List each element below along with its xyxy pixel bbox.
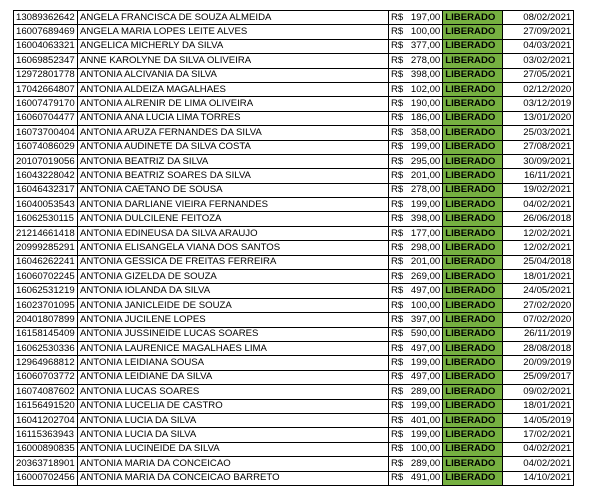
currency-cell: R$ [389, 298, 406, 312]
date-cell: 27/08/2021 [503, 140, 574, 154]
currency-cell: R$ [389, 313, 406, 327]
table-row [14, 442, 574, 456]
date-cell: 18/01/2021 [503, 270, 574, 284]
nis-cell: 16158145409 [14, 327, 78, 341]
status-cell: LIBERADO [443, 313, 503, 327]
status-cell: LIBERADO [443, 255, 503, 269]
status-cell: LIBERADO [443, 198, 503, 212]
table-row [14, 385, 574, 399]
status-cell: LIBERADO [443, 111, 503, 125]
date-cell: 25/09/2017 [503, 370, 574, 384]
currency-cell: R$ [389, 399, 406, 413]
status-cell: LIBERADO [443, 169, 503, 183]
date-cell: 27/02/2020 [503, 298, 574, 312]
name-cell: ANTONIA BEATRIZ DA SILVA [78, 154, 389, 168]
name-cell: ANGELA FRANCISCA DE SOUZA ALMEIDA [78, 11, 389, 25]
value-cell: 497,00 [405, 284, 443, 298]
nis-cell: 21214661418 [14, 226, 78, 240]
name-cell: ANGELICA MICHERLY DA SILVA [78, 39, 389, 53]
nis-cell: 16007689469 [14, 25, 78, 39]
status-cell: LIBERADO [443, 399, 503, 413]
table-row [14, 39, 574, 53]
value-cell: 201,00 [405, 169, 443, 183]
name-cell: ANTONIA GIZELDA DE SOUZA [78, 270, 389, 284]
nis-cell: 16060703772 [14, 370, 78, 384]
name-cell: ANTONIA ANA LUCIA LIMA TORRES [78, 111, 389, 125]
name-cell: ANNE KAROLYNE DA SILVA OLIVEIRA [78, 54, 389, 68]
value-cell: 398,00 [405, 68, 443, 82]
table-row [14, 241, 574, 255]
value-cell: 590,00 [405, 327, 443, 341]
name-cell: ANTONIA DULCILENE FEITOZA [78, 212, 389, 226]
value-cell: 398,00 [405, 212, 443, 226]
currency-cell: R$ [389, 442, 406, 456]
date-cell: 25/03/2021 [503, 126, 574, 140]
nis-cell: 13089362642 [14, 11, 78, 25]
status-cell: LIBERADO [443, 82, 503, 96]
name-cell: ANGELA MARIA LOPES LEITE ALVES [78, 25, 389, 39]
nis-cell: 16073700404 [14, 126, 78, 140]
currency-cell: R$ [389, 356, 406, 370]
currency-cell: R$ [389, 370, 406, 384]
currency-cell: R$ [389, 11, 406, 25]
status-cell: LIBERADO [443, 471, 503, 485]
name-cell: ANTONIA LAURENICE MAGALHAES LIMA [78, 341, 389, 355]
date-cell: 08/02/2021 [503, 11, 574, 25]
status-cell: LIBERADO [443, 428, 503, 442]
date-cell: 18/01/2021 [503, 399, 574, 413]
table-row [14, 341, 574, 355]
name-cell: ANTONIA CAETANO DE SOUSA [78, 183, 389, 197]
status-cell: LIBERADO [443, 68, 503, 82]
nis-cell: 16007479170 [14, 97, 78, 111]
nis-cell: 20401807899 [14, 313, 78, 327]
date-cell: 20/09/2019 [503, 356, 574, 370]
nis-cell: 16062530336 [14, 341, 78, 355]
name-cell: ANTONIA ALRENIR DE LIMA OLIVEIRA [78, 97, 389, 111]
name-cell: ANTONIA GESSICA DE FREITAS FERREIRA [78, 255, 389, 269]
status-cell: LIBERADO [443, 284, 503, 298]
currency-cell: R$ [389, 226, 406, 240]
nis-cell: 16041202704 [14, 413, 78, 427]
currency-cell: R$ [389, 111, 406, 125]
table-row [14, 370, 574, 384]
nis-cell: 16062530115 [14, 212, 78, 226]
status-cell: LIBERADO [443, 97, 503, 111]
table-row [14, 255, 574, 269]
table-row [14, 457, 574, 471]
currency-cell: R$ [389, 97, 406, 111]
nis-cell: 16074087602 [14, 385, 78, 399]
table-row [14, 428, 574, 442]
table-row [14, 212, 574, 226]
name-cell: ANTONIA ALDEIZA MAGALHAES [78, 82, 389, 96]
name-cell: ANTONIA LUCELIA DE CASTRO [78, 399, 389, 413]
date-cell: 03/12/2019 [503, 97, 574, 111]
date-cell: 14/05/2019 [503, 413, 574, 427]
currency-cell: R$ [389, 82, 406, 96]
status-cell: LIBERADO [443, 327, 503, 341]
nis-cell: 16043228042 [14, 169, 78, 183]
status-cell: LIBERADO [443, 457, 503, 471]
nis-cell: 17042664807 [14, 82, 78, 96]
nis-cell: 16062531219 [14, 284, 78, 298]
nis-cell: 16023701095 [14, 298, 78, 312]
value-cell: 100,00 [405, 25, 443, 39]
currency-cell: R$ [389, 385, 406, 399]
date-cell: 04/02/2021 [503, 457, 574, 471]
currency-cell: R$ [389, 25, 406, 39]
status-cell: LIBERADO [443, 241, 503, 255]
date-cell: 28/08/2018 [503, 341, 574, 355]
name-cell: ANTONIA ALCIVANIA DA SILVA [78, 68, 389, 82]
status-cell: LIBERADO [443, 442, 503, 456]
value-cell: 199,00 [405, 198, 443, 212]
name-cell: ANTONIA BEATRIZ SOARES DA SILVA [78, 169, 389, 183]
date-cell: 27/09/2021 [503, 25, 574, 39]
table-row [14, 313, 574, 327]
value-cell: 197,00 [405, 11, 443, 25]
value-cell: 289,00 [405, 457, 443, 471]
table-row [14, 284, 574, 298]
value-cell: 278,00 [405, 54, 443, 68]
value-cell: 295,00 [405, 154, 443, 168]
date-cell: 07/02/2020 [503, 313, 574, 327]
status-cell: LIBERADO [443, 212, 503, 226]
nis-cell: 16046432317 [14, 183, 78, 197]
date-cell: 04/03/2021 [503, 39, 574, 53]
date-cell: 25/04/2018 [503, 255, 574, 269]
table-row [14, 356, 574, 370]
currency-cell: R$ [389, 68, 406, 82]
currency-cell: R$ [389, 413, 406, 427]
nis-cell: 20363718901 [14, 457, 78, 471]
value-cell: 289,00 [405, 385, 443, 399]
status-cell: LIBERADO [443, 140, 503, 154]
name-cell: ANTONIA JANICLEIDE DE SOUZA [78, 298, 389, 312]
nis-cell: 12972801778 [14, 68, 78, 82]
value-cell: 358,00 [405, 126, 443, 140]
nis-cell: 16040053543 [14, 198, 78, 212]
nis-cell: 16046262241 [14, 255, 78, 269]
status-cell: LIBERADO [443, 183, 503, 197]
currency-cell: R$ [389, 54, 406, 68]
date-cell: 03/02/2021 [503, 54, 574, 68]
currency-cell: R$ [389, 457, 406, 471]
nis-cell: 20107019056 [14, 154, 78, 168]
nis-cell: 16000702456 [14, 471, 78, 485]
date-cell: 13/01/2020 [503, 111, 574, 125]
currency-cell: R$ [389, 126, 406, 140]
name-cell: ANTONIA MARIA DA CONCEICAO [78, 457, 389, 471]
value-cell: 100,00 [405, 442, 443, 456]
value-cell: 199,00 [405, 428, 443, 442]
currency-cell: R$ [389, 183, 406, 197]
name-cell: ANTONIA LEIDIANA SOUSA [78, 356, 389, 370]
name-cell: ANTONIA MARIA DA CONCEICAO BARRETO [78, 471, 389, 485]
nis-cell: 16115363943 [14, 428, 78, 442]
table-row [14, 82, 574, 96]
date-cell: 12/02/2021 [503, 226, 574, 240]
value-cell: 397,00 [405, 313, 443, 327]
status-cell: LIBERADO [443, 341, 503, 355]
name-cell: ANTONIA IOLANDA DA SILVA [78, 284, 389, 298]
status-cell: LIBERADO [443, 226, 503, 240]
table-row [14, 68, 574, 82]
nis-cell: 16074086029 [14, 140, 78, 154]
value-cell: 190,00 [405, 97, 443, 111]
date-cell: 19/02/2021 [503, 183, 574, 197]
name-cell: ANTONIA DARLIANE VIEIRA FERNANDES [78, 198, 389, 212]
date-cell: 02/12/2020 [503, 82, 574, 96]
date-cell: 27/05/2021 [503, 68, 574, 82]
date-cell: 12/02/2021 [503, 241, 574, 255]
nis-cell: 16004063321 [14, 39, 78, 53]
table-row [14, 54, 574, 68]
nis-cell: 16060702245 [14, 270, 78, 284]
currency-cell: R$ [389, 140, 406, 154]
table-row [14, 126, 574, 140]
status-cell: LIBERADO [443, 126, 503, 140]
name-cell: ANTONIA JUCILENE LOPES [78, 313, 389, 327]
name-cell: ANTONIA JUSSINEIDE LUCAS SOARES [78, 327, 389, 341]
date-cell: 24/05/2021 [503, 284, 574, 298]
date-cell: 04/02/2021 [503, 198, 574, 212]
nis-cell: 16069852347 [14, 54, 78, 68]
table-row [14, 154, 574, 168]
currency-cell: R$ [389, 255, 406, 269]
table-row [14, 327, 574, 341]
status-cell: LIBERADO [443, 25, 503, 39]
value-cell: 497,00 [405, 370, 443, 384]
table-row [14, 198, 574, 212]
currency-cell: R$ [389, 471, 406, 485]
currency-cell: R$ [389, 270, 406, 284]
name-cell: ANTONIA LUCIA DA SILVA [78, 428, 389, 442]
value-cell: 201,00 [405, 255, 443, 269]
name-cell: ANTONIA LUCAS SOARES [78, 385, 389, 399]
currency-cell: R$ [389, 154, 406, 168]
table-row [14, 183, 574, 197]
date-cell: 26/11/2019 [503, 327, 574, 341]
value-cell: 100,00 [405, 298, 443, 312]
value-cell: 401,00 [405, 413, 443, 427]
value-cell: 186,00 [405, 111, 443, 125]
value-cell: 491,00 [405, 471, 443, 485]
name-cell: ANTONIA AUDINETE DA SILVA COSTA [78, 140, 389, 154]
status-cell: LIBERADO [443, 11, 503, 25]
name-cell: ANTONIA EDINEUSA DA SILVA ARAUJO [78, 226, 389, 240]
date-cell: 09/02/2021 [503, 385, 574, 399]
status-cell: LIBERADO [443, 154, 503, 168]
table-row [14, 226, 574, 240]
currency-cell: R$ [389, 169, 406, 183]
nis-cell: 12964968812 [14, 356, 78, 370]
date-cell: 04/02/2021 [503, 442, 574, 456]
name-cell: ANTONIA LEIDIANE DA SILVA [78, 370, 389, 384]
date-cell: 14/10/2021 [503, 471, 574, 485]
currency-cell: R$ [389, 341, 406, 355]
value-cell: 102,00 [405, 82, 443, 96]
currency-cell: R$ [389, 428, 406, 442]
table-row [14, 25, 574, 39]
status-cell: LIBERADO [443, 356, 503, 370]
nis-cell: 16000890835 [14, 442, 78, 456]
name-cell: ANTONIA LUCINEIDE DA SILVA [78, 442, 389, 456]
table-row [14, 169, 574, 183]
status-cell: LIBERADO [443, 54, 503, 68]
table-body [14, 11, 574, 486]
date-cell: 26/06/2018 [503, 212, 574, 226]
currency-cell: R$ [389, 39, 406, 53]
value-cell: 377,00 [405, 39, 443, 53]
nis-cell: 16156491520 [14, 399, 78, 413]
status-cell: LIBERADO [443, 413, 503, 427]
table-row [14, 140, 574, 154]
name-cell: ANTONIA ELISANGELA VIANA DOS SANTOS [78, 241, 389, 255]
value-cell: 199,00 [405, 356, 443, 370]
table-row [14, 298, 574, 312]
nis-cell: 20999285291 [14, 241, 78, 255]
date-cell: 16/11/2021 [503, 169, 574, 183]
table-row [14, 471, 574, 485]
status-cell: LIBERADO [443, 385, 503, 399]
value-cell: 269,00 [405, 270, 443, 284]
table-row [14, 97, 574, 111]
value-cell: 497,00 [405, 341, 443, 355]
name-cell: ANTONIA LUCIA DA SILVA [78, 413, 389, 427]
status-cell: LIBERADO [443, 270, 503, 284]
status-cell: LIBERADO [443, 370, 503, 384]
value-cell: 298,00 [405, 241, 443, 255]
nis-cell: 16060704477 [14, 111, 78, 125]
table-row [14, 111, 574, 125]
value-cell: 177,00 [405, 226, 443, 240]
beneficiary-table [13, 10, 574, 486]
table-row [14, 399, 574, 413]
table-row [14, 11, 574, 25]
date-cell: 30/09/2021 [503, 154, 574, 168]
currency-cell: R$ [389, 198, 406, 212]
value-cell: 278,00 [405, 183, 443, 197]
value-cell: 199,00 [405, 399, 443, 413]
value-cell: 199,00 [405, 140, 443, 154]
table-row [14, 270, 574, 284]
currency-cell: R$ [389, 284, 406, 298]
currency-cell: R$ [389, 241, 406, 255]
date-cell: 17/02/2021 [503, 428, 574, 442]
status-cell: LIBERADO [443, 39, 503, 53]
name-cell: ANTONIA ARUZA FERNANDES DA SILVA [78, 126, 389, 140]
table-row [14, 413, 574, 427]
currency-cell: R$ [389, 327, 406, 341]
status-cell: LIBERADO [443, 298, 503, 312]
currency-cell: R$ [389, 212, 406, 226]
